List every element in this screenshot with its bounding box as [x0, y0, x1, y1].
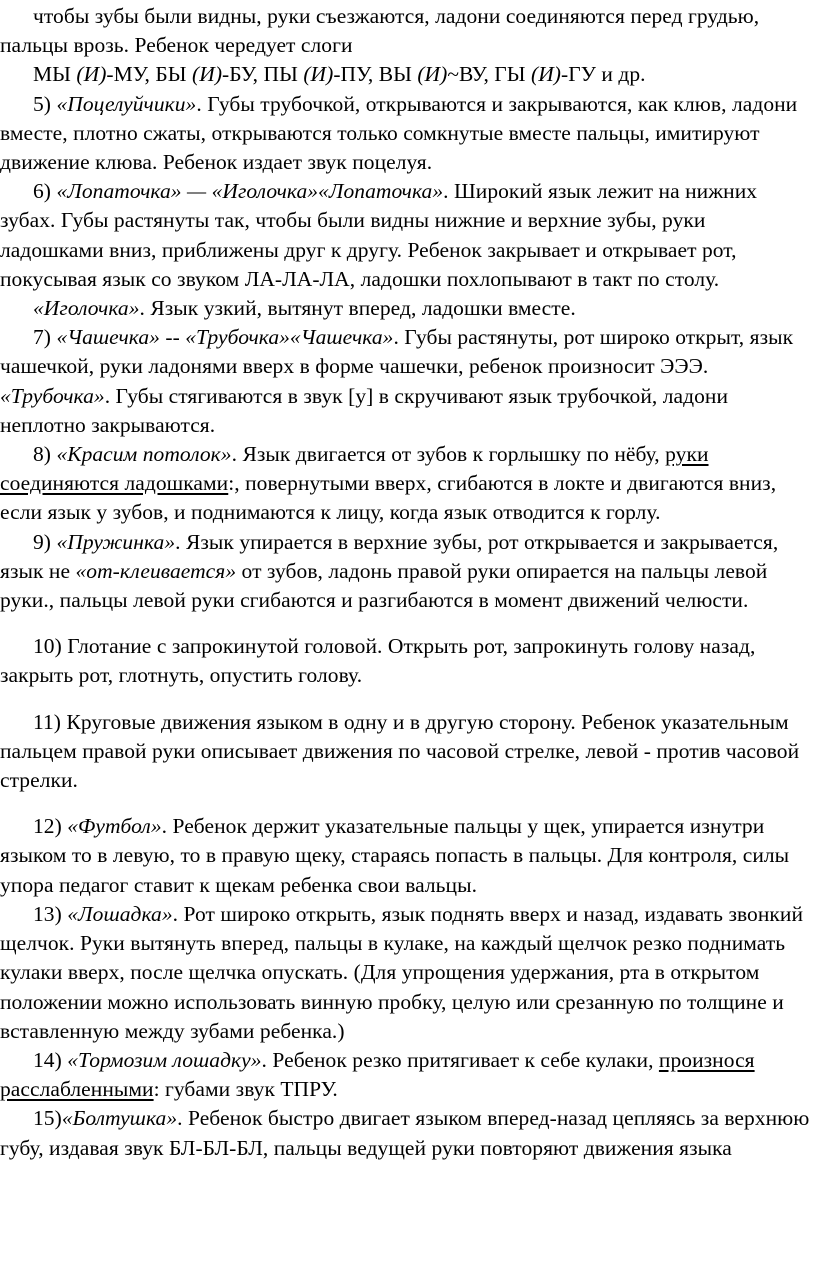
text-run: -ПУ, ВЫ — [333, 62, 418, 87]
text-run: от зубов, ладонь правой руки опирается на пальцы левой руки., пальцы левой руки сгибаются и разгибаются в момент движений челюсти. — [0, 558, 768, 613]
paragraph-p11 — [0, 900, 812, 1046]
paragraph-spacer — [0, 615, 812, 632]
paragraph-spacer — [0, 691, 812, 708]
paragraph-p6 — [0, 440, 812, 528]
paragraph-p4 — [0, 294, 812, 323]
text-run: 7) — [33, 325, 57, 350]
paragraph-p3 — [0, 177, 812, 294]
text-run: . Рот широко открыть, язык поднять вверх и назад, издавать звонкий щелчок. Руки вытянуть вперед, пальцы в кулаке, на каждый щелчок резко поднимать кулаки вверх, после щелчка опускать. (Для упрощения удержания, рта в открытом положении можно использовать винную пробку, целую или срезанную по толщине и вставленную между зубами ребенка.) — [0, 901, 804, 1043]
italic-text: «Лопаточка» — «Иголочка»«Лопаточка» — [56, 179, 444, 204]
text-run: чтобы зубы были видны, руки съезжаются, ладони соединяются перед грудью, пальцы врозь. Ребенок чередует слоги — [0, 4, 760, 58]
paragraph-p0 — [0, 2, 812, 60]
paragraph-p8 — [0, 632, 812, 690]
text-run: -БУ, ПЫ — [222, 62, 304, 87]
document-body — [0, 2, 812, 1163]
paragraph-p9 — [0, 708, 812, 796]
italic-text: «от-клеивается» — [75, 558, 237, 583]
italic-text: (И) — [192, 62, 223, 87]
italic-text: «Пружинка» — [56, 529, 176, 554]
text-run: . Ребенок быстро двигает языком вперед-назад цепляясь за верхнюю губу, издавая звук БЛ-БЛ-БЛ, пальцы ведущей руки повторяют движения языка — [0, 1106, 810, 1160]
italic-text: «Красим потолок» — [56, 442, 232, 467]
underlined-text: руки соединяются ладошками — [0, 442, 709, 496]
underlined-text: произнося расслабленными — [0, 1047, 755, 1102]
italic-text: «Лошадка» — [67, 901, 173, 926]
italic-text: (И) — [531, 62, 561, 87]
italic-text: (И) — [417, 62, 448, 87]
text-run: . Язык узкий, вытянут вперед, ладошки вместе. — [139, 296, 576, 321]
paragraph-p1 — [0, 60, 812, 89]
paragraph-p10 — [0, 812, 812, 900]
text-run: :, повернутыми вверх, сгибаются в локте и двигаются вниз, если язык у зубов, и поднимаются к лицу, когда язык отводится к горлу. — [0, 471, 777, 525]
italic-text: «Чашечка» -- «Трубочка»«Чашечка» — [56, 325, 394, 350]
text-run: 14) — [33, 1047, 68, 1072]
italic-text: «Тормозим лошадку» — [67, 1047, 262, 1072]
italic-text: «Трубочка» — [0, 383, 105, 408]
text-run: 11) Круговые движения языком в одну и в другую сторону. Ребенок указательным пальцем правой руки описывает движения по часовой стрелке, левой - против часовой стрелки. — [0, 709, 800, 793]
text-run: 5) — [33, 91, 57, 116]
text-run: 12) — [33, 814, 68, 839]
italic-text: «Футбол» — [67, 814, 162, 839]
text-run: . Губы растянуты, рот широко открыт, язык чашечкой, руки ладонями вверх в форме чашечки, ребенок произносит ЭЭЭ. — [0, 325, 794, 379]
italic-text: «Иголочка» — [33, 296, 140, 321]
text-run: МЫ — [33, 62, 77, 87]
italic-text: (И) — [76, 62, 107, 87]
italic-text: «Болтушка» — [61, 1106, 178, 1131]
italic-text: (И) — [303, 62, 334, 87]
italic-text: «Поцелуйчики» — [56, 91, 197, 116]
paragraph-p5 — [0, 323, 812, 440]
text-run: : губами звук ТПРУ. — [153, 1077, 338, 1102]
text-run: . Губы трубочкой, открываются и закрываются, как клюв, ладони вместе, плотно сжаты, открываются только сомкнутые вместе пальцы, имитируют движение клюва. Ребенок издает звук поцелуя. — [0, 91, 798, 175]
paragraph-spacer — [0, 795, 812, 812]
text-run: . Ребенок резко притягивает к себе кулаки, — [261, 1047, 659, 1072]
text-run: . Широкий язык лежит на нижних зубах. Губы растянуты так, чтобы были видны нижние и верхние зубы, руки ладошками вниз, приближены друг к другу. Ребенок закрывает и открывает рот, покусывая язык со звуком ЛА-ЛА-ЛА, ладошки похлопывают в такт по столу. — [0, 179, 758, 291]
text-run: 10) Глотание с запрокинутой головой. Открыть рот, запрокинуть голову назад, закрыть рот, глотнуть, опустить голову. — [0, 634, 756, 688]
paragraph-p13 — [0, 1104, 812, 1162]
text-run: 6) — [33, 179, 57, 204]
text-run: -МУ, БЫ — [106, 62, 193, 87]
paragraph-p12 — [0, 1046, 812, 1104]
paragraph-p2 — [0, 90, 812, 178]
text-run: . Ребенок держит указательные пальцы у щек, упирается изнутри языком то в левую, то в правую щеку, стараясь попасть в пальцы. Для контроля, силы упора педагог ставит к щекам ребенка свои вальцы. — [0, 814, 790, 897]
text-run: 9) — [33, 529, 57, 554]
text-run: 15) — [33, 1106, 62, 1131]
paragraph-p7 — [0, 528, 812, 616]
text-run: -ГУ и др. — [561, 62, 646, 87]
text-run: 8) — [33, 442, 57, 467]
text-run: . Язык двигается от зубов к горлышку по нёбу, — [231, 442, 666, 467]
text-run: 13) — [33, 901, 68, 926]
text-run: ~ВУ, ГЫ — [447, 62, 531, 87]
text-run: . Язык упирается в верхние зубы, рот открывается и закрывается, язык не — [0, 529, 779, 583]
text-run: . Губы стягиваются в звук [у] в скручивают язык трубочкой, ладони неплотно закрываются. — [0, 383, 729, 437]
